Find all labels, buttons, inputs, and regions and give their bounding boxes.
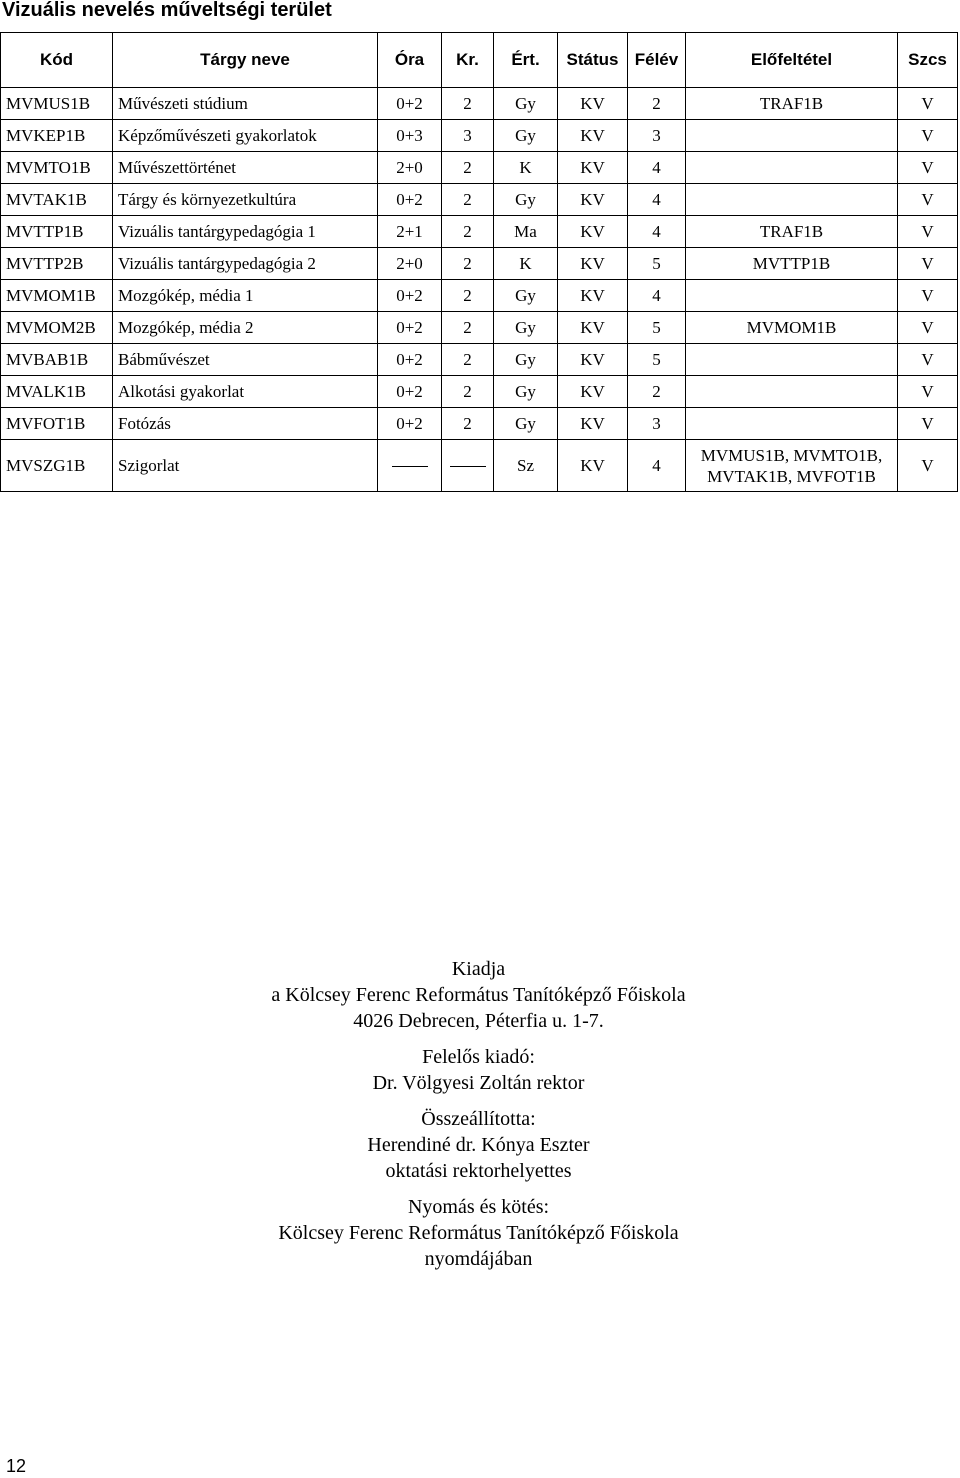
header-code: Kód <box>1 33 113 88</box>
cell-code: MVMTO1B <box>1 152 113 184</box>
colophon <box>0 956 957 1282</box>
cell-code: MVMOM2B <box>1 312 113 344</box>
cell-hours: 0+2 <box>378 184 442 216</box>
cell-prereq: TRAF1B <box>686 216 898 248</box>
cell-szcs: V <box>898 88 958 120</box>
cell-name: Vizuális tantárgypedagógia 1 <box>113 216 378 248</box>
cell-semester: 4 <box>628 216 686 248</box>
cell-szcs: V <box>898 184 958 216</box>
cell-semester: 2 <box>628 88 686 120</box>
cell-name: Fotózás <box>113 408 378 440</box>
cell-hours: 2+1 <box>378 216 442 248</box>
cell-prereq <box>686 120 898 152</box>
header-hours: Óra <box>378 33 442 88</box>
cell-szcs: V <box>898 216 958 248</box>
cell-status: KV <box>558 280 628 312</box>
cell-prereq <box>686 344 898 376</box>
cell-status: KV <box>558 184 628 216</box>
cell-code: MVFOT1B <box>1 408 113 440</box>
cell-prereq <box>686 184 898 216</box>
cell-name: Bábművészet <box>113 344 378 376</box>
cell-eval: Gy <box>494 344 558 376</box>
cell-semester: 4 <box>628 152 686 184</box>
cell-name: Szigorlat <box>113 440 378 492</box>
responsible-block <box>0 1044 957 1096</box>
cell-szcs: V <box>898 120 958 152</box>
dash-mark <box>392 466 428 467</box>
cell-code: MVMOM1B <box>1 280 113 312</box>
compiled-name: Herendiné dr. Kónya Eszter <box>367 1134 590 1156</box>
dash-mark <box>450 466 486 467</box>
cell-eval: Gy <box>494 376 558 408</box>
cell-szcs: V <box>898 344 958 376</box>
cell-name: Mozgókép, média 1 <box>113 280 378 312</box>
cell-code: MVKEP1B <box>1 120 113 152</box>
cell-semester: 3 <box>628 408 686 440</box>
cell-status: KV <box>558 248 628 280</box>
cell-hours: 0+3 <box>378 120 442 152</box>
cell-name: Művészettörténet <box>113 152 378 184</box>
cell-szcs: V <box>898 248 958 280</box>
cell-status: KV <box>558 440 628 492</box>
table-row <box>1 88 958 120</box>
cell-eval: Sz <box>494 440 558 492</box>
table-row <box>1 152 958 184</box>
cell-prereq: MVTTP1B <box>686 248 898 280</box>
cell-credits: 2 <box>442 184 494 216</box>
cell-credits: 2 <box>442 152 494 184</box>
course-table <box>0 32 958 492</box>
publisher-label: Kiadja <box>451 958 506 980</box>
cell-name: Mozgókép, média 2 <box>113 312 378 344</box>
cell-name: Vizuális tantárgypedagógia 2 <box>113 248 378 280</box>
cell-semester: 5 <box>628 248 686 280</box>
printing-line-1: Kölcsey Ferenc Református Tanítóképző Főiskola <box>278 1222 679 1244</box>
cell-szcs: V <box>898 152 958 184</box>
responsible-name: Dr. Völgyesi Zoltán rektor <box>372 1072 585 1094</box>
cell-eval: Gy <box>494 88 558 120</box>
cell-szcs: V <box>898 312 958 344</box>
printing-block <box>0 1194 957 1272</box>
cell-code: MVBAB1B <box>1 344 113 376</box>
cell-semester: 2 <box>628 376 686 408</box>
cell-status: KV <box>558 152 628 184</box>
cell-szcs: V <box>898 440 958 492</box>
cell-code: MVTAK1B <box>1 184 113 216</box>
prereq-line-2: MVTAK1B, MVFOT1B <box>707 466 876 486</box>
cell-credits: 2 <box>442 280 494 312</box>
cell-name: Művészeti stúdium <box>113 88 378 120</box>
cell-code: MVTTP1B <box>1 216 113 248</box>
header-status: Státus <box>558 33 628 88</box>
page-number: 12 <box>6 1456 27 1476</box>
table-row <box>1 312 958 344</box>
table-row <box>1 344 958 376</box>
cell-name: Képzőművészeti gyakorlatok <box>113 120 378 152</box>
header-szcs: Szcs <box>898 33 958 88</box>
printing-line-2: nyomdájában <box>424 1248 533 1270</box>
cell-semester: 4 <box>628 184 686 216</box>
header-credits: Kr. <box>442 33 494 88</box>
table-row <box>1 408 958 440</box>
cell-semester: 4 <box>628 440 686 492</box>
table-row <box>1 376 958 408</box>
cell-eval: Gy <box>494 120 558 152</box>
cell-prereq: MVMOM1B <box>686 312 898 344</box>
cell-prereq <box>686 376 898 408</box>
cell-hours: 2+0 <box>378 248 442 280</box>
cell-name: Tárgy és környezetkultúra <box>113 184 378 216</box>
cell-hours: 0+2 <box>378 344 442 376</box>
cell-status: KV <box>558 344 628 376</box>
section-title: Vizuális nevelés műveltségi terület <box>2 0 332 21</box>
cell-credits: 2 <box>442 312 494 344</box>
header-semester: Félév <box>628 33 686 88</box>
header-eval: Ért. <box>494 33 558 88</box>
cell-status: KV <box>558 216 628 248</box>
cell-semester: 3 <box>628 120 686 152</box>
cell-eval: Gy <box>494 280 558 312</box>
cell-eval: Gy <box>494 408 558 440</box>
cell-status: KV <box>558 408 628 440</box>
cell-code: MVSZG1B <box>1 440 113 492</box>
publisher-block <box>0 956 957 1034</box>
table-header-row <box>1 33 958 88</box>
header-name: Tárgy neve <box>113 33 378 88</box>
cell-hours: 0+2 <box>378 280 442 312</box>
cell-eval: Gy <box>494 312 558 344</box>
table-row <box>1 184 958 216</box>
compiled-title: oktatási rektorhelyettes <box>385 1160 572 1182</box>
cell-hours: 0+2 <box>378 408 442 440</box>
table-row-szigorlat <box>1 440 958 492</box>
table-row <box>1 120 958 152</box>
cell-prereq <box>686 280 898 312</box>
table-row <box>1 280 958 312</box>
cell-eval: K <box>494 248 558 280</box>
cell-credits: 3 <box>442 120 494 152</box>
cell-status: KV <box>558 88 628 120</box>
compiled-block <box>0 1106 957 1184</box>
cell-status: KV <box>558 120 628 152</box>
publisher-address: 4026 Debrecen, Péterfia u. 1-7. <box>353 1010 604 1032</box>
header-prereq: Előfeltétel <box>686 33 898 88</box>
cell-credits <box>442 440 494 492</box>
prereq-line-1: MVMUS1B, MVMTO1B, <box>700 445 883 465</box>
compiled-label: Összeállította: <box>421 1108 536 1130</box>
cell-semester: 5 <box>628 312 686 344</box>
cell-hours <box>378 440 442 492</box>
cell-code: MVALK1B <box>1 376 113 408</box>
cell-credits: 2 <box>442 216 494 248</box>
cell-credits: 2 <box>442 344 494 376</box>
printing-label: Nyomás és kötés: <box>407 1196 550 1218</box>
cell-semester: 4 <box>628 280 686 312</box>
cell-prereq <box>686 408 898 440</box>
cell-credits: 2 <box>442 408 494 440</box>
cell-semester: 5 <box>628 344 686 376</box>
cell-code: MVTTP2B <box>1 248 113 280</box>
cell-eval: Gy <box>494 184 558 216</box>
cell-szcs: V <box>898 280 958 312</box>
cell-szcs: V <box>898 408 958 440</box>
cell-status: KV <box>558 376 628 408</box>
cell-eval: Ma <box>494 216 558 248</box>
table-row <box>1 248 958 280</box>
cell-code: MVMUS1B <box>1 88 113 120</box>
cell-hours: 0+2 <box>378 88 442 120</box>
cell-name: Alkotási gyakorlat <box>113 376 378 408</box>
cell-status: KV <box>558 312 628 344</box>
cell-hours: 2+0 <box>378 152 442 184</box>
cell-prereq <box>686 440 898 492</box>
cell-prereq: TRAF1B <box>686 88 898 120</box>
cell-eval: K <box>494 152 558 184</box>
cell-credits: 2 <box>442 376 494 408</box>
responsible-label: Felelős kiadó: <box>422 1046 535 1068</box>
cell-hours: 0+2 <box>378 312 442 344</box>
table-row <box>1 216 958 248</box>
cell-credits: 2 <box>442 88 494 120</box>
cell-prereq <box>686 152 898 184</box>
publisher-name: a Kölcsey Ferenc Református Tanítóképző Főiskola <box>271 984 686 1006</box>
cell-szcs: V <box>898 376 958 408</box>
cell-credits: 2 <box>442 248 494 280</box>
cell-hours: 0+2 <box>378 376 442 408</box>
